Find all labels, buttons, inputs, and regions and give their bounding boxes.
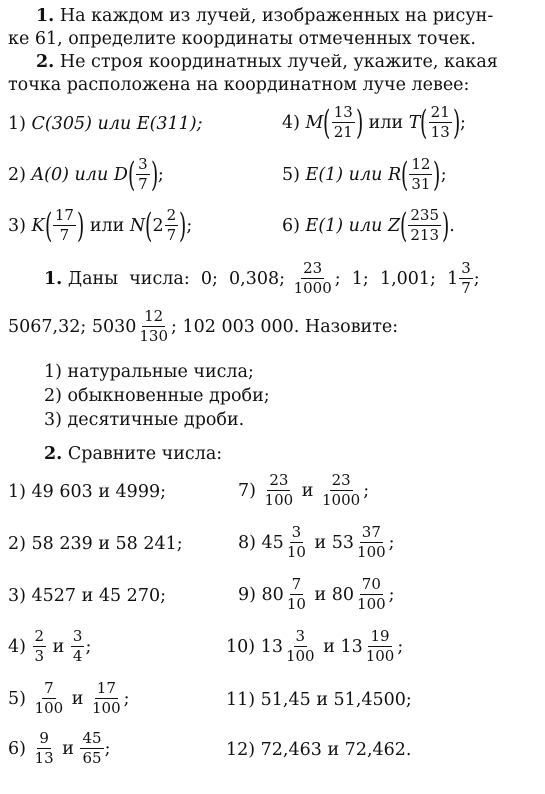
conjunction: и bbox=[62, 738, 74, 759]
fraction: $\frac{17}{7}$ bbox=[54, 206, 74, 244]
fraction: $\frac{235}{213}$ bbox=[410, 206, 440, 244]
item-label: 8) bbox=[238, 532, 256, 553]
fraction: $\frac{23}{100}$ bbox=[264, 471, 294, 509]
punct: ; bbox=[440, 164, 447, 185]
pair-label: 3) bbox=[8, 215, 26, 236]
point-name: M bbox=[305, 112, 324, 133]
task2-text-1: Не строя координатных лучей, укажите, какая bbox=[59, 52, 498, 72]
point-name: Z bbox=[387, 215, 401, 236]
punct: ; bbox=[104, 738, 111, 759]
compare-11: 11) 51,45 и 51,4500; bbox=[226, 690, 412, 710]
fraction: $\frac{3}{7}$ bbox=[138, 155, 148, 193]
item-label: 4) bbox=[8, 636, 26, 657]
left-paren: ( bbox=[401, 154, 409, 195]
right-paren: ) bbox=[433, 154, 441, 195]
punct: ; bbox=[397, 636, 404, 657]
item-label: 5) bbox=[8, 688, 26, 709]
compare-10 bbox=[226, 628, 403, 670]
task3-sub-2: 2) обыкновенные дроби; bbox=[44, 386, 270, 406]
pair-text: A(0) или bbox=[31, 164, 109, 185]
task2-number: 2. bbox=[36, 52, 55, 72]
task4-title: Сравните числа: bbox=[67, 444, 223, 464]
pair-label: 5) bbox=[282, 164, 300, 185]
item-label: 7) bbox=[238, 480, 256, 501]
item-label: 9) bbox=[238, 584, 256, 605]
fraction: $\frac{3}{7}$ bbox=[461, 259, 471, 297]
point-name: K bbox=[31, 215, 45, 236]
whole-part: 13 bbox=[260, 636, 283, 657]
punct: ; bbox=[473, 268, 480, 289]
fraction: $\frac{3}{100}$ bbox=[285, 627, 315, 665]
fraction: $\frac{13}{21}$ bbox=[333, 103, 353, 141]
task3-sub-3: 3) десятичные дроби. bbox=[44, 410, 245, 430]
right-paren: ) bbox=[179, 205, 187, 246]
point-name: T bbox=[408, 112, 421, 133]
punct: ; bbox=[186, 215, 193, 236]
conjunction: или bbox=[368, 112, 404, 133]
pair-label: 2) bbox=[8, 164, 26, 185]
task3-line2 bbox=[8, 308, 398, 350]
whole-part: 80 bbox=[261, 584, 284, 605]
item-label: 6) bbox=[8, 738, 26, 759]
task2-line2: точка расположена на координатном луче левее: bbox=[8, 75, 470, 95]
pair-6 bbox=[282, 207, 455, 249]
conjunction: и bbox=[314, 584, 327, 605]
pair-label: 4) bbox=[282, 112, 300, 133]
conjunction: и bbox=[52, 636, 65, 657]
punct: ; bbox=[363, 480, 370, 501]
conjunction: и bbox=[323, 636, 335, 657]
pair-text: E(1) или bbox=[305, 215, 383, 236]
task3-line2-start: 5067,32; 5030 bbox=[8, 316, 137, 337]
task3-mid: ; 1; 1,001; 1 bbox=[334, 268, 459, 289]
conjunction: и bbox=[301, 480, 314, 501]
pair-3 bbox=[8, 207, 192, 249]
fraction: $\frac{37}{100}$ bbox=[357, 523, 386, 561]
conjunction: и bbox=[71, 688, 84, 709]
left-paren: ( bbox=[400, 205, 408, 246]
whole-part: 53 bbox=[331, 532, 355, 553]
whole-part: 2 bbox=[152, 215, 164, 236]
task4-heading bbox=[44, 444, 222, 464]
compare-12: 12) 72,463 и 72,462. bbox=[226, 740, 412, 760]
compare-5 bbox=[8, 680, 130, 722]
fraction: $\frac{9}{13}$ bbox=[34, 729, 54, 767]
punct: ; bbox=[388, 584, 395, 605]
compare-6 bbox=[8, 730, 110, 772]
pair-1 bbox=[8, 114, 203, 134]
fraction: $\frac{21}{13}$ bbox=[430, 103, 450, 141]
fraction: $\frac{23}{1000}$ bbox=[293, 259, 332, 297]
compare-3: 3) 4527 и 45 270; bbox=[8, 586, 166, 606]
fraction: $\frac{23}{1000}$ bbox=[322, 471, 361, 509]
compare-9 bbox=[238, 576, 395, 618]
task3-line1 bbox=[44, 260, 480, 302]
fraction: $\frac{19}{100}$ bbox=[365, 627, 395, 665]
punct: ; bbox=[388, 532, 395, 553]
left-paren: ( bbox=[145, 205, 153, 246]
point-name: R bbox=[387, 164, 402, 185]
task1-line1 bbox=[36, 6, 493, 26]
punct: ; bbox=[123, 688, 130, 709]
punct: . bbox=[449, 215, 455, 236]
conjunction: и bbox=[314, 532, 327, 553]
item-label: 10) bbox=[226, 636, 256, 657]
fraction: $\frac{12}{130}$ bbox=[139, 307, 169, 345]
conjunction: или bbox=[89, 215, 125, 236]
task1-number: 1. bbox=[36, 6, 55, 26]
fraction: $\frac{3}{4}$ bbox=[72, 627, 83, 665]
whole-part: 80 bbox=[331, 584, 355, 605]
pair-text: E(1) или bbox=[305, 164, 383, 185]
task3-sub-1: 1) натуральные числа; bbox=[44, 362, 254, 382]
compare-1: 1) 49 603 и 4999; bbox=[8, 482, 166, 502]
left-paren: ( bbox=[420, 102, 428, 143]
point-name: N bbox=[129, 215, 146, 236]
left-paren: ( bbox=[44, 205, 52, 246]
task4-number: 2. bbox=[44, 444, 63, 464]
fraction: $\frac{3}{10}$ bbox=[286, 523, 306, 561]
fraction: $\frac{2}{3}$ bbox=[34, 627, 45, 665]
fraction: $\frac{2}{7}$ bbox=[166, 206, 177, 244]
punct: ; bbox=[157, 164, 164, 185]
whole-part: 13 bbox=[340, 636, 363, 657]
compare-2: 2) 58 239 и 58 241; bbox=[8, 534, 183, 554]
compare-7 bbox=[238, 472, 369, 514]
fraction: $\frac{17}{100}$ bbox=[92, 679, 121, 717]
fraction: $\frac{12}{31}$ bbox=[411, 155, 431, 193]
right-paren: ) bbox=[442, 205, 450, 246]
task3-lead: Даны числа: 0; 0,308; bbox=[67, 268, 285, 289]
right-paren: ) bbox=[150, 154, 158, 195]
left-paren: ( bbox=[323, 102, 331, 143]
fraction: $\frac{70}{100}$ bbox=[357, 575, 386, 613]
point-name: D bbox=[113, 164, 128, 185]
task2-line1 bbox=[36, 52, 498, 72]
right-paren: ) bbox=[76, 205, 85, 246]
task3-number: 1. bbox=[44, 268, 63, 289]
task1-text-1: На каждом из лучей, изображенных на рисун- bbox=[59, 6, 494, 26]
left-paren: ( bbox=[127, 154, 136, 195]
compare-8 bbox=[238, 524, 395, 566]
fraction: $\frac{45}{65}$ bbox=[82, 729, 102, 767]
task3-line2-end: ; 102 003 000. Назовите: bbox=[171, 316, 399, 337]
pair-4 bbox=[282, 104, 466, 146]
fraction: $\frac{7}{10}$ bbox=[286, 575, 306, 613]
right-paren: ) bbox=[355, 102, 364, 143]
whole-part: 45 bbox=[261, 532, 284, 553]
pair-label: 6) bbox=[282, 215, 300, 236]
punct: ; bbox=[460, 112, 466, 133]
pair-2 bbox=[8, 156, 164, 198]
pair-text: C(305) или E(311); bbox=[31, 114, 203, 134]
pair-5 bbox=[282, 156, 447, 198]
compare-4 bbox=[8, 628, 91, 670]
task1-line2: ке 61, определите координаты отмеченных точек. bbox=[8, 29, 476, 49]
pair-label: 1) bbox=[8, 114, 26, 134]
right-paren: ) bbox=[452, 102, 461, 143]
punct: ; bbox=[85, 636, 92, 657]
fraction: $\frac{7}{100}$ bbox=[34, 679, 64, 717]
